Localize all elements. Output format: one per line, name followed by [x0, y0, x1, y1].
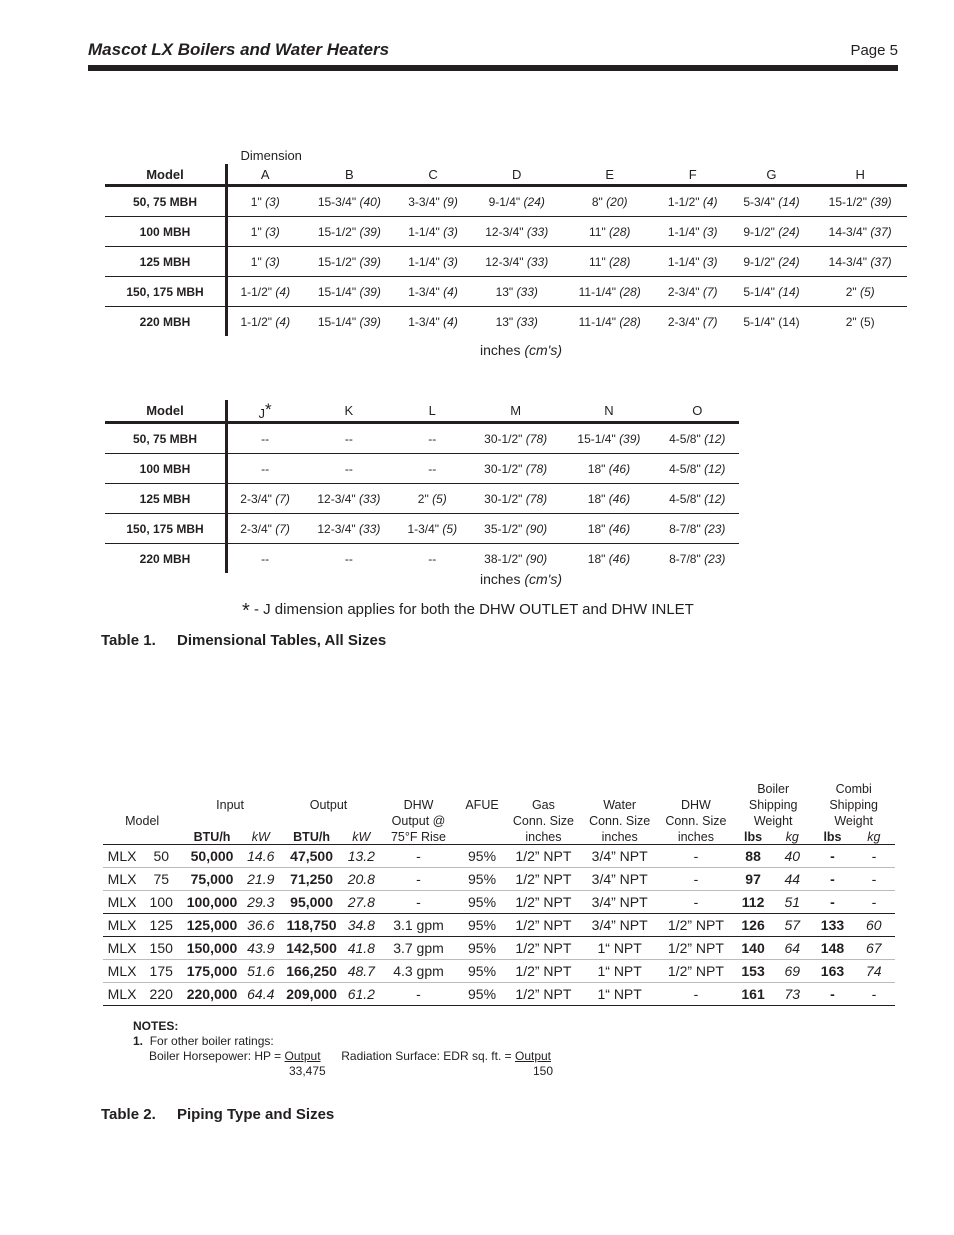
dim-cell: -- [227, 454, 303, 484]
model-cell: 150, 175 MBH [105, 514, 227, 544]
input-kw-cell: 51.6 [243, 960, 279, 983]
output-btuh-cell: 142,500 [279, 937, 345, 960]
table-row [105, 277, 907, 307]
combi-lbs-cell: - [812, 868, 852, 891]
dim-cell: 2-3/4" (7) [227, 484, 303, 514]
combi-lbs-cell: 133 [812, 914, 852, 937]
gas-header-1: Gas [531, 798, 555, 812]
boiler-kg-cell: 69 [772, 960, 812, 983]
dim-cell: 1-3/4" (5) [396, 514, 470, 544]
dhw-conn-header-3: inches [658, 830, 734, 845]
dim-cell: 12-3/4" (33) [470, 217, 564, 247]
boiler-header-1: Boiler [757, 782, 790, 796]
boiler-kg-header: kg [772, 830, 812, 845]
combi-lbs-cell: - [812, 845, 852, 868]
combi-header-3: Weight [834, 814, 874, 828]
afue-cell: 95% [459, 868, 506, 891]
afue-cell: 95% [459, 845, 506, 868]
dim-col-k: K [302, 400, 395, 423]
input-btuh-cell: 175,000 [181, 960, 242, 983]
afue-cell: 95% [459, 937, 506, 960]
output-kw-cell: 48.7 [344, 960, 378, 983]
table-row [105, 307, 907, 337]
model-cell: 50, 75 MBH [105, 186, 227, 217]
dim-cell: 14-3/4" (37) [813, 247, 907, 277]
dim-cell: 4-5/8" (12) [656, 454, 739, 484]
gas-conn-cell: 1/2” NPT [505, 914, 581, 937]
dim-cell: 14-3/4" (37) [813, 217, 907, 247]
dim-cell: 11-1/4" (28) [578, 314, 641, 329]
boiler-header-3: Weight [753, 814, 793, 828]
output-btuh-cell: 209,000 [279, 983, 345, 1006]
table2-caption: Table 2. Piping Type and Sizes [101, 1106, 335, 1123]
dhw-conn-cell: 1/2” NPT [658, 914, 734, 937]
model-series-cell: MLX [103, 960, 141, 983]
dim-cell: -- [261, 551, 270, 566]
dim-cell: 1-1/4" (3) [656, 217, 730, 247]
output-kw-cell: 27.8 [344, 891, 378, 914]
output-btuh-header: BTU/h [279, 830, 345, 845]
table-row [105, 484, 739, 514]
table-row [105, 186, 907, 217]
model-cell: 100 MBH [105, 454, 227, 484]
dim-cell: 18" (46) [562, 514, 655, 544]
combi-kg-header: kg [853, 830, 895, 845]
table-row [105, 514, 739, 544]
dim-cell: 11-1/4" (28) [564, 277, 656, 307]
dhw-conn-header-2: Conn. Size [665, 814, 727, 828]
dim-col-o: O [656, 400, 739, 423]
dim-cell: 15-1/4" (39) [562, 423, 655, 454]
document-title: Mascot LX Boilers and Water Heaters [88, 40, 390, 59]
table-row [103, 960, 895, 983]
input-kw-cell: 14.6 [243, 845, 279, 868]
output-btuh-cell: 95,000 [279, 891, 345, 914]
dim-cell: 9-1/2" (24) [730, 247, 814, 277]
combi-kg-cell: 67 [853, 937, 895, 960]
dim-cell: 30-1/2" (78) [469, 423, 562, 454]
afue-header: AFUE [465, 798, 499, 812]
header-divider [88, 65, 898, 71]
dhw-output-cell: 3.7 gpm [378, 937, 458, 960]
dim-cell: 2" (5) [813, 277, 907, 307]
input-btuh-cell: 75,000 [181, 868, 242, 891]
input-btuh-cell: 220,000 [181, 983, 242, 1006]
combi-kg-cell: - [853, 983, 895, 1006]
dim-cell: 2-3/4" (7) [227, 514, 303, 544]
dim-cell: 4-5/8" (12) [656, 484, 739, 514]
gas-header-3: inches [505, 830, 581, 845]
dim-cell: 11" (28) [564, 247, 656, 277]
dim-cell: 15-1/2" (39) [303, 247, 397, 277]
dhw-conn-cell: - [658, 845, 734, 868]
table-row [103, 868, 895, 891]
dim-cell: 15-1/2" (39) [813, 186, 907, 217]
output-kw-cell: 20.8 [344, 868, 378, 891]
output-kw-cell: 61.2 [344, 983, 378, 1006]
dim-col-h: H [813, 164, 907, 186]
combi-lbs-header: lbs [812, 830, 852, 845]
boiler-kg-cell: 44 [772, 868, 812, 891]
j-footnote: * - J dimension applies for both the DHW OUTLET and DHW INLET [242, 600, 694, 622]
dim-cell: 5-1/4" (14) [730, 277, 814, 307]
input-header: Input [216, 798, 244, 812]
model-series-cell: MLX [103, 914, 141, 937]
dim-cell: 8" (20) [564, 186, 656, 217]
piping-table [103, 780, 895, 1006]
boiler-kg-cell: 51 [772, 891, 812, 914]
dim-cell: 1-1/2" (4) [227, 277, 303, 307]
dim-cell: 1-3/4" (4) [396, 277, 470, 307]
model-cell: 100 MBH [105, 217, 227, 247]
model-cell: 125 MBH [105, 484, 227, 514]
dim-cell: -- [302, 423, 395, 454]
dim-col-b: B [303, 164, 397, 186]
input-kw-header: kW [243, 830, 279, 845]
dhw-conn-cell: - [658, 868, 734, 891]
dim-col-c: C [396, 164, 470, 186]
dhw-conn-header-1: DHW [680, 798, 711, 812]
gas-conn-cell: 1/2” NPT [505, 845, 581, 868]
model-series-cell: MLX [103, 937, 141, 960]
dimension-table-a-h [105, 146, 907, 336]
water-conn-cell: 3/4” NPT [582, 868, 658, 891]
model-size-cell: 75 [141, 868, 181, 891]
table-row [105, 247, 907, 277]
gas-conn-cell: 1/2” NPT [505, 983, 581, 1006]
dim-col-l: L [396, 400, 470, 423]
afue-cell: 95% [459, 960, 506, 983]
dim-cell: 1-1/2" (4) [240, 314, 291, 329]
input-btuh-cell: 50,000 [181, 845, 242, 868]
output-kw-header: kW [344, 830, 378, 845]
boiler-lbs-header: lbs [734, 830, 772, 845]
table-row [103, 914, 895, 937]
model-cell: 220 MBH [105, 307, 227, 337]
dim-cell: -- [227, 423, 303, 454]
model-size-cell: 150 [141, 937, 181, 960]
dim-cell: 8-7/8" (23) [669, 551, 726, 566]
combi-kg-cell: - [853, 845, 895, 868]
table-row [103, 983, 895, 1006]
output-kw-cell: 41.8 [344, 937, 378, 960]
dim-col-e: E [564, 164, 656, 186]
boiler-header-2: Shipping [748, 798, 798, 812]
combi-kg-cell: - [853, 868, 895, 891]
dhw-header-3: 75°F Rise [378, 830, 458, 845]
dim-cell: 15-1/2" (39) [303, 217, 397, 247]
dim-cell: 1" (3) [227, 186, 303, 217]
dim-cell: 18" (46) [587, 551, 631, 566]
input-btuh-cell: 100,000 [181, 891, 242, 914]
dhw-conn-cell: 1/2” NPT [658, 960, 734, 983]
combi-kg-cell: 74 [853, 960, 895, 983]
dim-cell: 1-1/4" (3) [396, 217, 470, 247]
dim-cell: -- [344, 551, 353, 566]
boiler-kg-cell: 64 [772, 937, 812, 960]
combi-header-2: Shipping [829, 798, 878, 812]
dim-cell: 11" (28) [564, 217, 656, 247]
dim-col-j: J* [227, 400, 303, 423]
dim-cell: 3-3/4" (9) [396, 186, 470, 217]
dim-cell: 30-1/2" (78) [469, 454, 562, 484]
dhw-output-cell: - [378, 868, 458, 891]
model-cell: 50, 75 MBH [105, 423, 227, 454]
dim-cell: 12-3/4" (33) [302, 514, 395, 544]
table-row [103, 891, 895, 914]
dim-col-m: M [469, 400, 562, 423]
water-conn-cell: 1“ NPT [582, 960, 658, 983]
combi-kg-cell: - [853, 891, 895, 914]
output-btuh-cell: 118,750 [279, 914, 345, 937]
model-header: Model [105, 164, 227, 186]
water-conn-cell: 3/4” NPT [582, 891, 658, 914]
boiler-kg-cell: 40 [772, 845, 812, 868]
dim-col-g: G [730, 164, 814, 186]
input-btuh-cell: 125,000 [181, 914, 242, 937]
table-row [105, 423, 739, 454]
boiler-kg-cell: 57 [772, 914, 812, 937]
dim-cell: 18" (46) [562, 454, 655, 484]
dim-cell: 2-3/4" (7) [667, 314, 718, 329]
combi-lbs-cell: 163 [812, 960, 852, 983]
boiler-lbs-cell: 126 [734, 914, 772, 937]
dim-cell: 9-1/2" (24) [730, 217, 814, 247]
dim-cell: 2" (5) [845, 314, 875, 329]
dim-cell: 18" (46) [562, 484, 655, 514]
output-btuh-cell: 166,250 [279, 960, 345, 983]
afue-cell: 95% [459, 891, 506, 914]
page-number: Page 5 [850, 42, 898, 59]
table1-caption: Table 1. Dimensional Tables, All Sizes [101, 632, 387, 649]
notes: NOTES: 1. For other boiler ratings: Boiler Horsepower: HP = Output Radiation Surface: EDR sq. ft. = Output 33,475 150 [133, 1019, 554, 1078]
water-header-2: Conn. Size [589, 814, 651, 828]
dim-cell: 4-5/8" (12) [656, 423, 739, 454]
water-conn-cell: 3/4” NPT [582, 914, 658, 937]
dimension-table-j-o [105, 400, 739, 573]
table-row [105, 544, 739, 574]
dim-cell: 15-1/4" (39) [317, 314, 381, 329]
dim-cell: 12-3/4" (33) [302, 484, 395, 514]
model-series-cell: MLX [103, 891, 141, 914]
input-kw-cell: 43.9 [243, 937, 279, 960]
model-size-cell: 50 [141, 845, 181, 868]
model-series-cell: MLX [103, 983, 141, 1006]
table-row [105, 454, 739, 484]
gas-header-2: Conn. Size [512, 814, 574, 828]
dim-col-a: A [227, 164, 303, 186]
gas-conn-cell: 1/2” NPT [505, 868, 581, 891]
dim-col-d: D [470, 164, 564, 186]
combi-lbs-cell: - [812, 891, 852, 914]
input-btuh-cell: 150,000 [181, 937, 242, 960]
input-kw-cell: 64.4 [243, 983, 279, 1006]
water-header-3: inches [582, 830, 658, 845]
output-btuh-cell: 47,500 [279, 845, 345, 868]
output-kw-cell: 34.8 [344, 914, 378, 937]
dim-col-n: N [562, 400, 655, 423]
dim-cell: 5-3/4" (14) [730, 186, 814, 217]
output-kw-cell: 13.2 [344, 845, 378, 868]
dim-cell: 15-1/4" (39) [303, 277, 397, 307]
combi-lbs-cell: 148 [812, 937, 852, 960]
boiler-kg-cell: 73 [772, 983, 812, 1006]
dim-cell: 1-1/2" (4) [656, 186, 730, 217]
model-cell: 125 MBH [105, 247, 227, 277]
dim-cell: 2" (5) [396, 484, 470, 514]
dhw-output-cell: - [378, 891, 458, 914]
table-row [103, 937, 895, 960]
boiler-lbs-cell: 97 [734, 868, 772, 891]
dhw-output-cell: 3.1 gpm [378, 914, 458, 937]
dhw-output-cell: - [378, 983, 458, 1006]
dim-cell: 5-1/4" (14) [743, 314, 800, 329]
model-series-cell: MLX [103, 845, 141, 868]
dhw-conn-cell: 1/2” NPT [658, 937, 734, 960]
dim-cell: -- [396, 423, 470, 454]
water-header-1: Water [603, 798, 637, 812]
dim-cell: 12-3/4" (33) [470, 247, 564, 277]
model-size-cell: 125 [141, 914, 181, 937]
dimension-label: Dimension [240, 147, 302, 163]
dim-cell: 13" (33) [495, 314, 538, 329]
model-header: Model [125, 814, 160, 828]
water-conn-cell: 3/4” NPT [582, 845, 658, 868]
input-kw-cell: 21.9 [243, 868, 279, 891]
dim-cell: 15-3/4" (40) [303, 186, 397, 217]
input-kw-cell: 29.3 [243, 891, 279, 914]
dhw-conn-cell: - [658, 891, 734, 914]
dim-cell: 30-1/2" (78) [469, 484, 562, 514]
dim-cell: 9-1/4" (24) [470, 186, 564, 217]
gas-conn-cell: 1/2” NPT [505, 891, 581, 914]
dim-cell: -- [302, 454, 395, 484]
dim-cell: 1-1/4" (3) [656, 247, 730, 277]
model-cell: 220 MBH [105, 544, 227, 574]
dim-cell: 1-3/4" (4) [408, 314, 458, 329]
gas-conn-cell: 1/2” NPT [505, 960, 581, 983]
model-header: Model [105, 400, 227, 423]
model-size-cell: 175 [141, 960, 181, 983]
units-note-1: inches (cm's) [480, 342, 563, 358]
afue-cell: 95% [459, 914, 506, 937]
model-size-cell: 220 [141, 983, 181, 1006]
combi-lbs-cell: - [812, 983, 852, 1006]
units-note-2: inches (cm's) [480, 571, 563, 587]
dhw-header-2: Output @ [391, 814, 446, 828]
boiler-lbs-cell: 161 [734, 983, 772, 1006]
dim-cell: 1" (3) [227, 247, 303, 277]
dim-cell: 1" (3) [227, 217, 303, 247]
dim-cell: 8-7/8" (23) [656, 514, 739, 544]
gas-conn-cell: 1/2” NPT [505, 937, 581, 960]
model-series-cell: MLX [103, 868, 141, 891]
dim-cell: 2-3/4" (7) [656, 277, 730, 307]
boiler-lbs-cell: 112 [734, 891, 772, 914]
boiler-lbs-cell: 140 [734, 937, 772, 960]
dim-cell: 1-1/4" (3) [396, 247, 470, 277]
dhw-header-1: DHW [403, 798, 434, 812]
water-conn-cell: 1“ NPT [582, 937, 658, 960]
model-cell: 150, 175 MBH [105, 277, 227, 307]
input-kw-cell: 36.6 [243, 914, 279, 937]
dhw-output-cell: 4.3 gpm [378, 960, 458, 983]
output-btuh-cell: 71,250 [279, 868, 345, 891]
afue-cell: 95% [459, 983, 506, 1006]
table-row [105, 217, 907, 247]
boiler-lbs-cell: 153 [734, 960, 772, 983]
output-header: Output [309, 798, 348, 812]
dim-cell: 35-1/2" (90) [469, 514, 562, 544]
dim-cell: -- [396, 454, 470, 484]
table-row [103, 845, 895, 868]
dhw-conn-cell: - [658, 983, 734, 1006]
water-conn-cell: 1“ NPT [582, 983, 658, 1006]
dim-cell: 38-1/2" (90) [484, 551, 548, 566]
dim-cell: 13" (33) [470, 277, 564, 307]
boiler-lbs-cell: 88 [734, 845, 772, 868]
combi-kg-cell: 60 [853, 914, 895, 937]
dim-cell: -- [428, 551, 437, 566]
input-btuh-header: BTU/h [181, 830, 242, 845]
dim-col-f: F [656, 164, 730, 186]
model-size-cell: 100 [141, 891, 181, 914]
dhw-output-cell: - [378, 845, 458, 868]
combi-header-1: Combi [835, 782, 872, 796]
